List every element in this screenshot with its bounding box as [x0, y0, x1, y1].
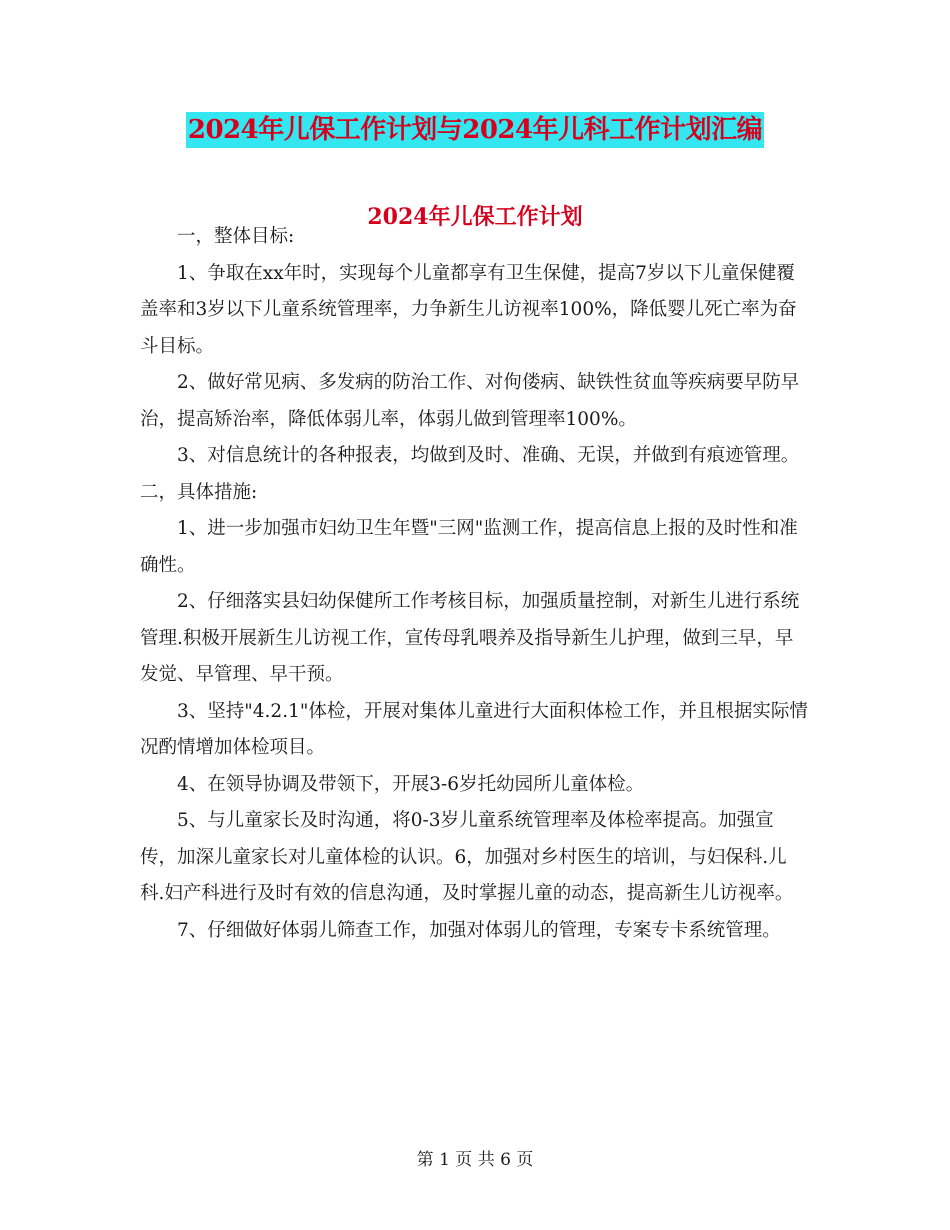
paragraph-measure-3: 3、坚持"4.2.1"体检，开展对集体儿童进行大面积体检工作，并且根据实际情况酌情增加体检项目。 [140, 700, 808, 758]
document-body [140, 219, 808, 949]
section-title: 2024年儿保工作计划 [367, 204, 583, 230]
document-title: 2024年儿保工作计划与2024年儿科工作计划汇编 [186, 112, 764, 148]
paragraph-goal-heading: 一，整体目标: [177, 226, 295, 247]
paragraph-measure-1: 1、进一步加强市妇幼卫生年暨"三网"监测工作，提高信息上报的及时性和准确性。 [140, 518, 798, 576]
paragraph-measure-7: 7、仔细做好体弱儿筛查工作，加强对体弱儿的管理，专案专卡系统管理。 [177, 919, 781, 941]
paragraph-measure-5: 5、与儿童家长及时沟通，将0-3岁儿童系统管理率及体检率提高。加强宣传，加深儿童家长对儿童体检的认识。6，加强对乡村医生的培训，与妇保科.儿科.妇产科进行及时有效的信息沟通，及时掌握儿童的动态，提高新生儿访视率。 [140, 810, 794, 904]
paragraph-goal-1: 1、争取在xx年时，实现每个儿童都享有卫生保健，提高7岁以下儿童保健覆盖率和3岁以下儿童系统管理率，力争新生儿访视率100%，降低婴儿死亡率为奋斗目标。 [140, 262, 797, 357]
paragraph-goal-3: 3、对信息统计的各种报表，均做到及时、准确、无误，并做到有痕迹管理。二，具体措施: [140, 445, 800, 503]
paragraph-measure-4: 4、在领导协调及带领下，开展3-6岁托幼园所儿童体检。 [177, 773, 645, 795]
document-title-wrapper [0, 112, 950, 148]
page-number-footer: 第 1 页 共 6 页 [416, 1150, 534, 1170]
paragraph-measure-2: 2、仔细落实县妇幼保健所工作考核目标，加强质量控制，对新生儿进行系统管理.积极开展新生儿访视工作，宣传母乳喂养及指导新生儿护理，做到三早，早发觉、早管理、早干预。 [140, 591, 800, 685]
paragraph-goal-2: 2、做好常见病、多发病的防治工作、对佝偻病、缺铁性贫血等疾病要早防早治，提高矫治率，降低体弱儿率，体弱儿做到管理率100%。 [140, 372, 800, 430]
